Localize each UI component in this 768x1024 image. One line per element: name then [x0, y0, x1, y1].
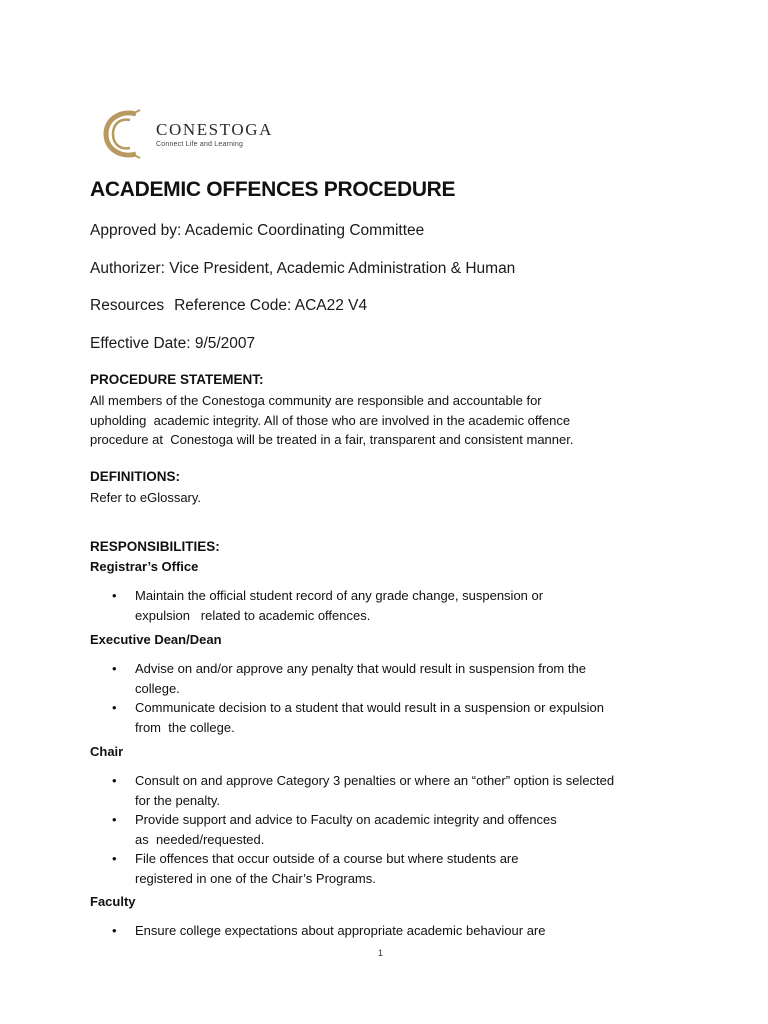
list-item: • Ensure college expectations about appropriate academic behaviour are: [90, 921, 670, 941]
procedure-statement-heading: PROCEDURE STATEMENT:: [90, 372, 264, 387]
bullet-icon: •: [112, 588, 117, 603]
effective-date-line: Effective Date: 9/5/2007: [90, 335, 256, 352]
reference-code: Reference Code: ACA22 V4: [174, 297, 368, 314]
dean-responsibilities-list: [90, 659, 670, 737]
page-number: 1: [378, 948, 384, 958]
resources-label: Resources: [90, 297, 165, 314]
bullet-icon: •: [112, 923, 117, 938]
bullet-icon: •: [112, 700, 117, 715]
registrar-responsibilities-list: [90, 586, 670, 625]
list-item: • Communicate decision to a student that would result in a suspension or expulsion from the college.: [112, 700, 604, 735]
definitions-heading: DEFINITIONS:: [90, 469, 180, 484]
list-item: • Maintain the official student record of any grade change, suspension or expulsion related to academic offences.: [112, 588, 544, 623]
responsibilities-heading: RESPONSIBILITIES:: [90, 539, 220, 554]
faculty-heading: Faculty: [90, 894, 136, 909]
document-title: ACADEMIC OFFENCES PROCEDURE: [90, 178, 456, 201]
bullet-icon: •: [112, 812, 117, 827]
list-item: • File offences that occur outside of a course but where students are registered in one of the Chair’s Programs.: [112, 851, 519, 886]
authorizer-line: Authorizer: Vice President, Academic Administration & Human: [90, 260, 516, 277]
procedure-statement-line: upholding academic integrity. All of those who are involved in the academic offence: [90, 412, 571, 428]
list-item: • Advise on and/or approve any penalty that would result in suspension from the college.: [112, 661, 586, 696]
chair-responsibilities-list: [90, 771, 670, 888]
list-item: • Consult on and approve Category 3 penalties or where an “other” option is selected for the penalty.: [112, 773, 615, 808]
bullet-icon: •: [112, 851, 117, 866]
conestoga-c-mark-icon: [100, 108, 146, 160]
faculty-responsibilities-list: [90, 921, 670, 941]
executive-dean-heading: Executive Dean/Dean: [90, 632, 222, 647]
procedure-statement-text: [90, 391, 650, 450]
registrar-office-heading: Registrar’s Office: [90, 559, 199, 574]
chair-heading: Chair: [90, 744, 124, 759]
resources-reference-line: [90, 297, 367, 315]
conestoga-logo: [100, 108, 273, 160]
list-item: • Provide support and advice to Faculty on academic integrity and offences as needed/requested.: [112, 812, 557, 847]
logo-wordmark: CONESTOGA: [156, 119, 274, 139]
bullet-icon: •: [112, 661, 117, 676]
bullet-icon: •: [112, 773, 117, 788]
definitions-text: Refer to eGlossary.: [90, 490, 202, 505]
procedure-statement-line: All members of the Conestoga community are responsible and accountable for: [90, 393, 542, 408]
procedure-statement-line: procedure at Conestoga will be treated in a fair, transparent and consistent manner.: [90, 432, 574, 447]
logo-tagline: Connect Life and Learning: [156, 140, 244, 148]
approved-by-line: Approved by: Academic Coordinating Committee: [90, 222, 425, 239]
